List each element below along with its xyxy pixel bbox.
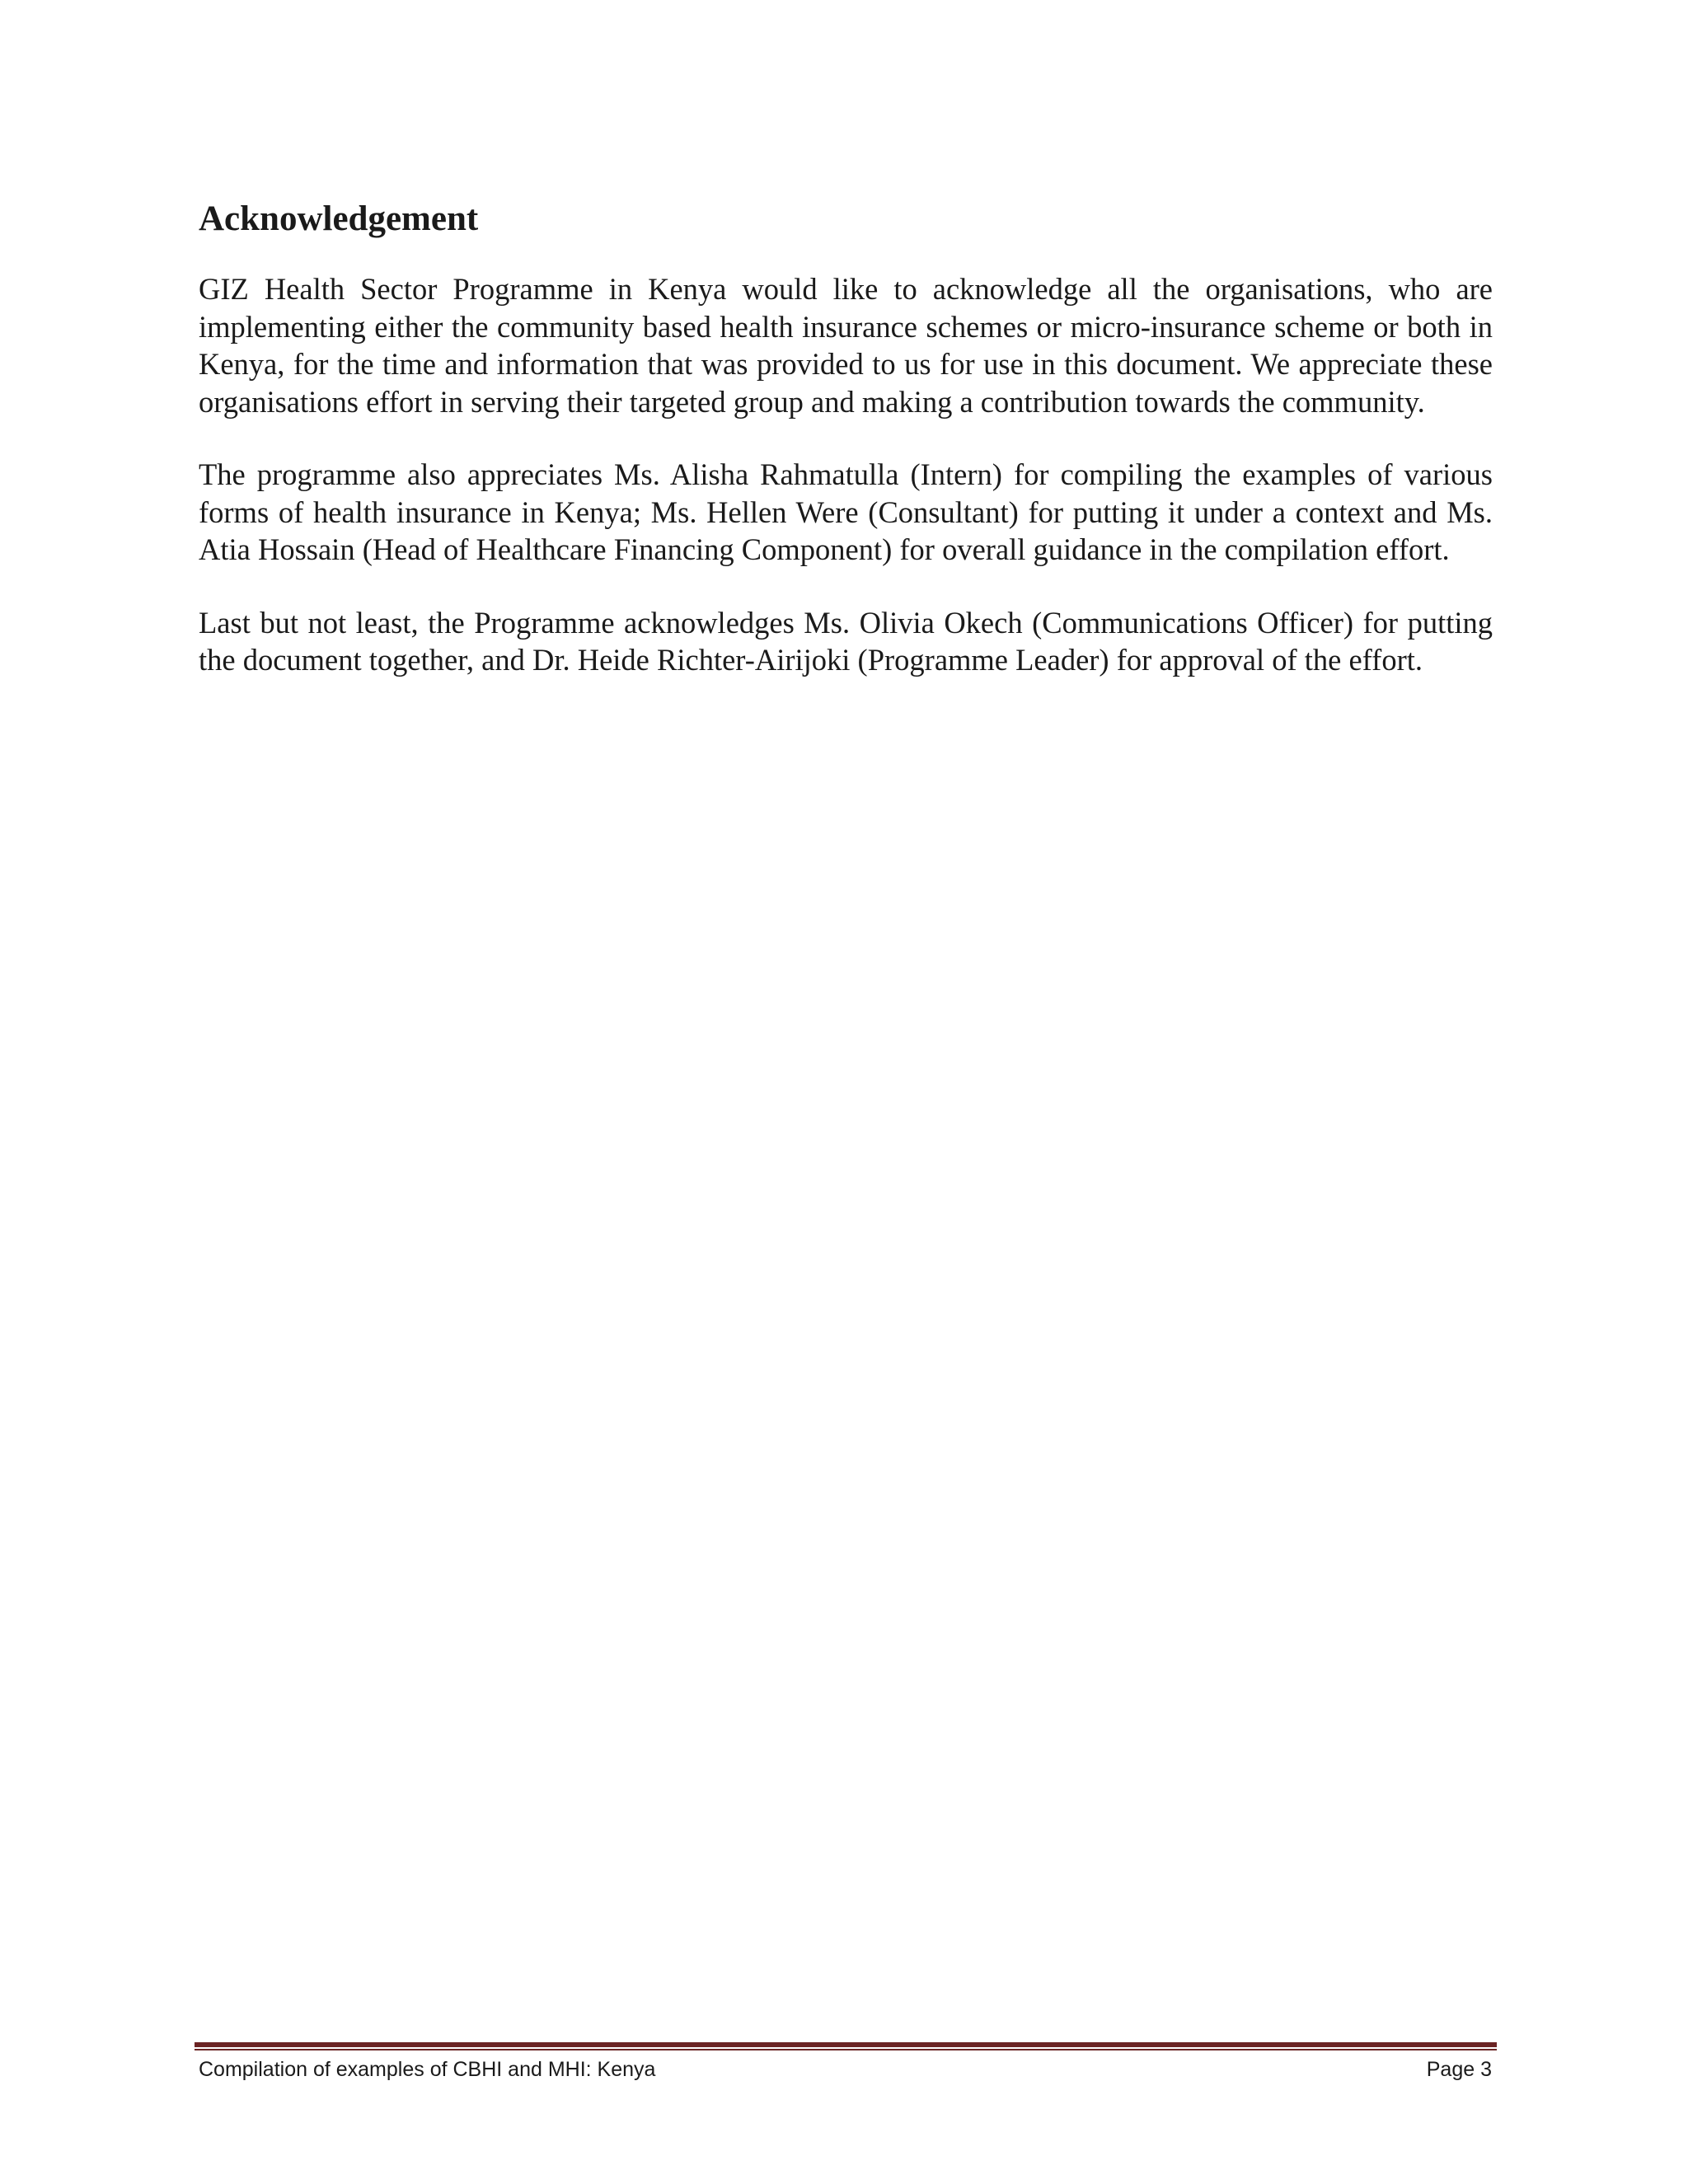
page-title: Acknowledgement [199,199,479,238]
footer-divider [195,2042,1497,2050]
footer-document-title: Compilation of examples of CBHI and MHI: Kenya [199,2058,656,2081]
paragraph-programme-appreciation: The programme also appreciates Ms. Alisha Rahmatulla (Intern) for compiling the examples of various forms of health insurance in Kenya; Ms. Hellen Were (Consultant) for putting it under a context and Ms. Atia Hossain (Head of Healthcare Financing Component) for overall guidance in the compilation effort. [199,457,1493,566]
paragraph-giz-acknowledgement: GIZ Health Sector Programme in Kenya would like to acknowledge all the organisations, who are implementing either the community based health insurance schemes or micro-insurance scheme or both in Kenya, for the time and information that was provided to us for use in this document. We appreciate these organisations effort in serving their targeted group and making a contribution towards the community. [199,272,1493,419]
footer-divider-thick-line [195,2042,1497,2047]
page-content [199,194,1493,715]
footer-page-number: Page 3 [1426,2058,1492,2081]
footer-divider-thin-line [195,2049,1497,2050]
paragraph-closing-acknowledgement: Last but not least, the Programme acknowledges Ms. Olivia Okech (Communications Officer) for putting the document together, and Dr. Heide Richter-Airijoki (Programme Leader) for approval of the effort. [199,605,1493,677]
